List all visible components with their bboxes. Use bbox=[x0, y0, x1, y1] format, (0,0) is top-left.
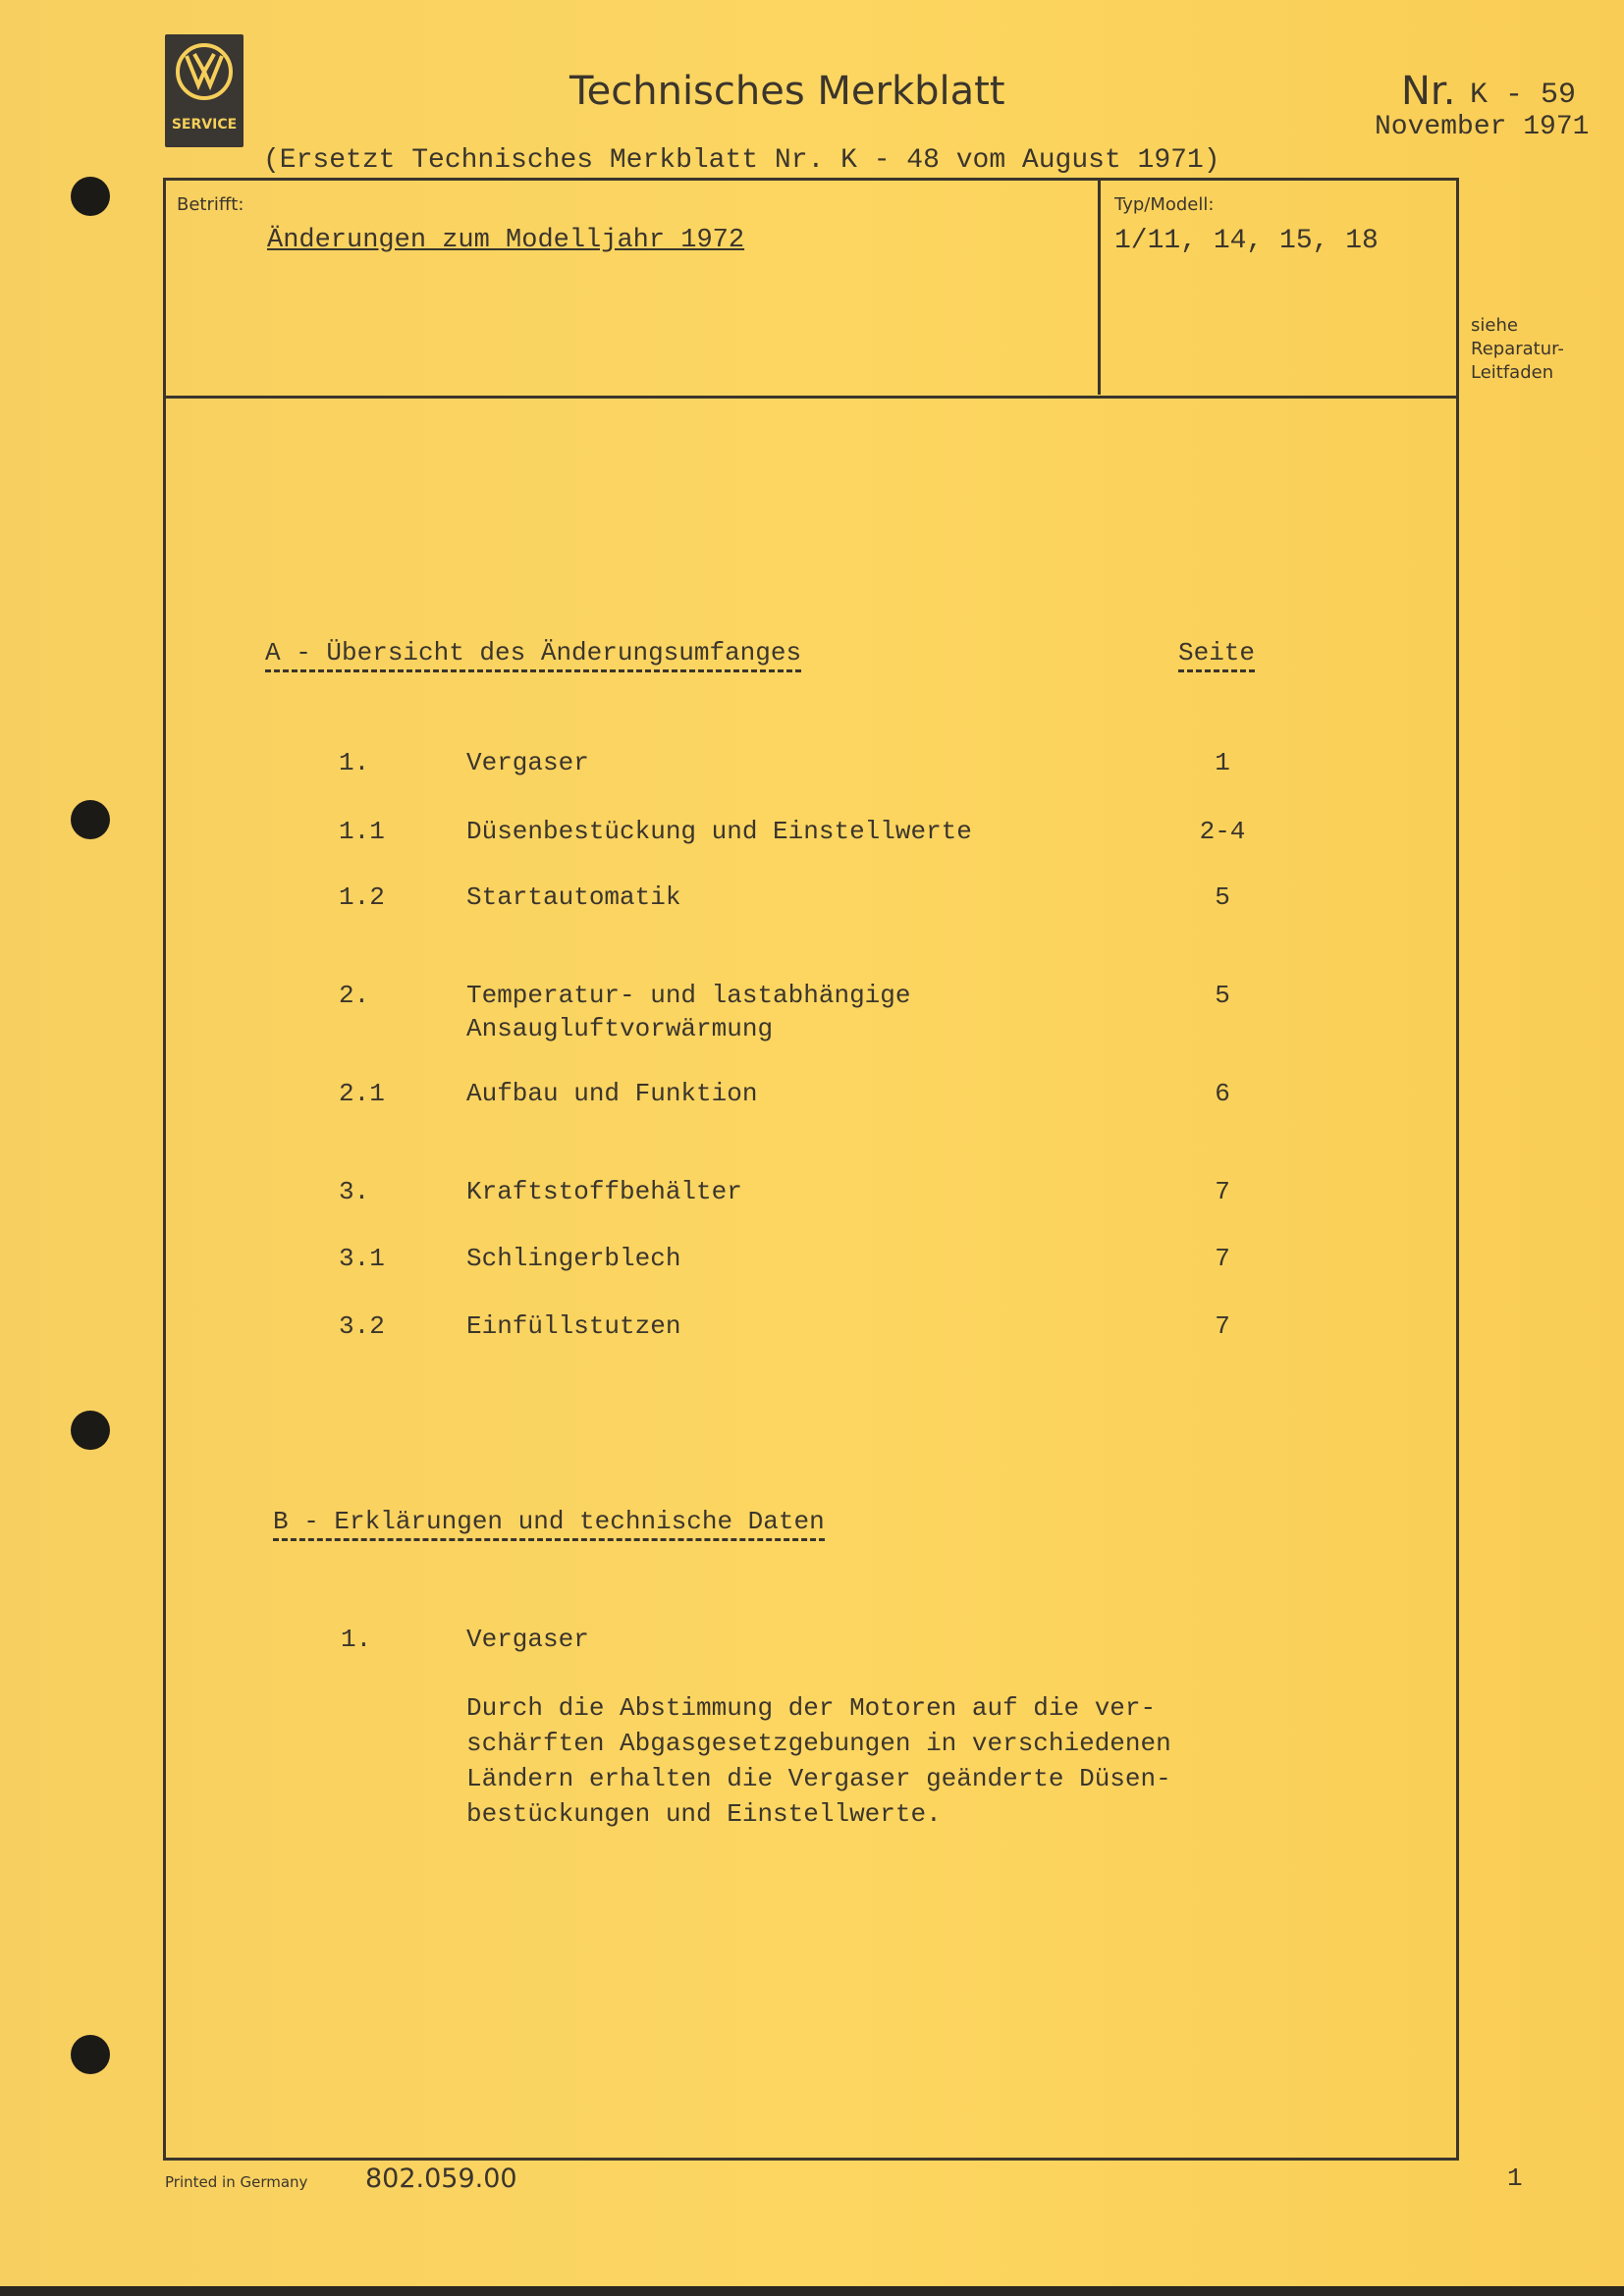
toc-item-page: 2-4 bbox=[1199, 817, 1246, 846]
subject-label: Betrifft: bbox=[177, 194, 244, 215]
side-note-line: siehe bbox=[1471, 315, 1518, 336]
punch-hole bbox=[71, 1411, 110, 1450]
issue-date: November 1971 bbox=[1375, 112, 1590, 142]
punch-hole bbox=[71, 177, 110, 216]
punch-hole bbox=[71, 2035, 110, 2074]
model-value: 1/11, 14, 15, 18 bbox=[1114, 226, 1379, 256]
toc-item-number: 1.2 bbox=[339, 882, 385, 912]
toc-item-number: 3.1 bbox=[339, 1244, 385, 1273]
toc-item-page: 7 bbox=[1215, 1244, 1230, 1273]
nr-label: Nr. bbox=[1401, 69, 1456, 114]
toc-item-label: Temperatur- und lastabhängige bbox=[466, 981, 911, 1010]
section-b-title bbox=[273, 1507, 825, 1536]
toc-item-number: 2.1 bbox=[339, 1079, 385, 1108]
side-note-line: Reparatur- bbox=[1471, 339, 1564, 359]
vw-service-logo bbox=[165, 34, 244, 147]
toc-item-label: Kraftstoffbehälter bbox=[466, 1177, 742, 1206]
model-label: Typ/Modell: bbox=[1114, 194, 1215, 215]
header-box bbox=[163, 178, 1459, 399]
seite-label: Seite bbox=[1178, 638, 1255, 672]
toc-item-label: Einfüllstutzen bbox=[466, 1311, 681, 1341]
paragraph-line: Ländern erhalten die Vergaser geänderte Düsen- bbox=[466, 1764, 1171, 1793]
doc-number: 802.059.00 bbox=[365, 2163, 517, 2194]
toc-item-page: 6 bbox=[1215, 1079, 1230, 1108]
side-note bbox=[1471, 314, 1564, 385]
toc-item-label: Aufbau und Funktion bbox=[466, 1079, 758, 1108]
toc-item-number: 1.1 bbox=[339, 817, 385, 846]
page-number: 1 bbox=[1507, 2163, 1523, 2193]
toc-item-page: 7 bbox=[1215, 1177, 1230, 1206]
toc-item-number: 2. bbox=[339, 981, 370, 1010]
section-b-heading: B - Erklärungen und technische Daten bbox=[273, 1507, 825, 1541]
scan-edge bbox=[0, 2286, 1624, 2296]
vw-emblem-icon bbox=[165, 34, 244, 113]
section-b-paragraph bbox=[466, 1690, 1171, 1832]
toc-item-page: 5 bbox=[1215, 981, 1230, 1010]
paragraph-line: Durch die Abstimmung der Motoren auf die ver- bbox=[466, 1693, 1157, 1723]
toc-item-label: Schlingerblech bbox=[466, 1244, 681, 1273]
section-a-heading: A - Übersicht des Änderungsumfanges bbox=[265, 638, 801, 672]
printed-in-germany: Printed in Germany bbox=[165, 2173, 308, 2191]
nr-value: K - 59 bbox=[1470, 79, 1577, 112]
section-b-sub-num: 1. bbox=[341, 1625, 372, 1654]
side-note-line: Leitfaden bbox=[1471, 362, 1554, 383]
replaces-note: (Ersetzt Technisches Merkblatt Nr. K - 48 vom August 1971) bbox=[263, 145, 1220, 176]
logo-text: SERVICE bbox=[171, 117, 238, 133]
toc-item-label-cont: Ansaugluftvorwärmung bbox=[466, 1014, 774, 1043]
paragraph-line: schärften Abgasgesetzgebungen in verschiedenen bbox=[466, 1729, 1171, 1758]
toc-item-label: Düsenbestückung und Einstellwerte bbox=[466, 817, 972, 846]
toc-item-page: 1 bbox=[1215, 748, 1230, 777]
toc-item-label: Startautomatik bbox=[466, 882, 681, 912]
toc-item-number: 3.2 bbox=[339, 1311, 385, 1341]
toc-item-page: 5 bbox=[1215, 882, 1230, 912]
page-title: Technisches Merkblatt bbox=[569, 69, 1005, 114]
toc-item-number: 1. bbox=[339, 748, 370, 777]
section-a-title bbox=[265, 638, 801, 667]
divider bbox=[1098, 178, 1101, 395]
section-b-sub-title: Vergaser bbox=[466, 1625, 589, 1654]
paragraph-line: bestückungen und Einstellwerte. bbox=[466, 1799, 942, 1829]
page-column-header bbox=[1178, 638, 1255, 667]
toc-item-page: 7 bbox=[1215, 1311, 1230, 1341]
toc-item-label: Vergaser bbox=[466, 748, 589, 777]
toc-item-number: 3. bbox=[339, 1177, 370, 1206]
subject-value: Änderungen zum Modelljahr 1972 bbox=[267, 226, 745, 255]
punch-hole bbox=[71, 800, 110, 839]
